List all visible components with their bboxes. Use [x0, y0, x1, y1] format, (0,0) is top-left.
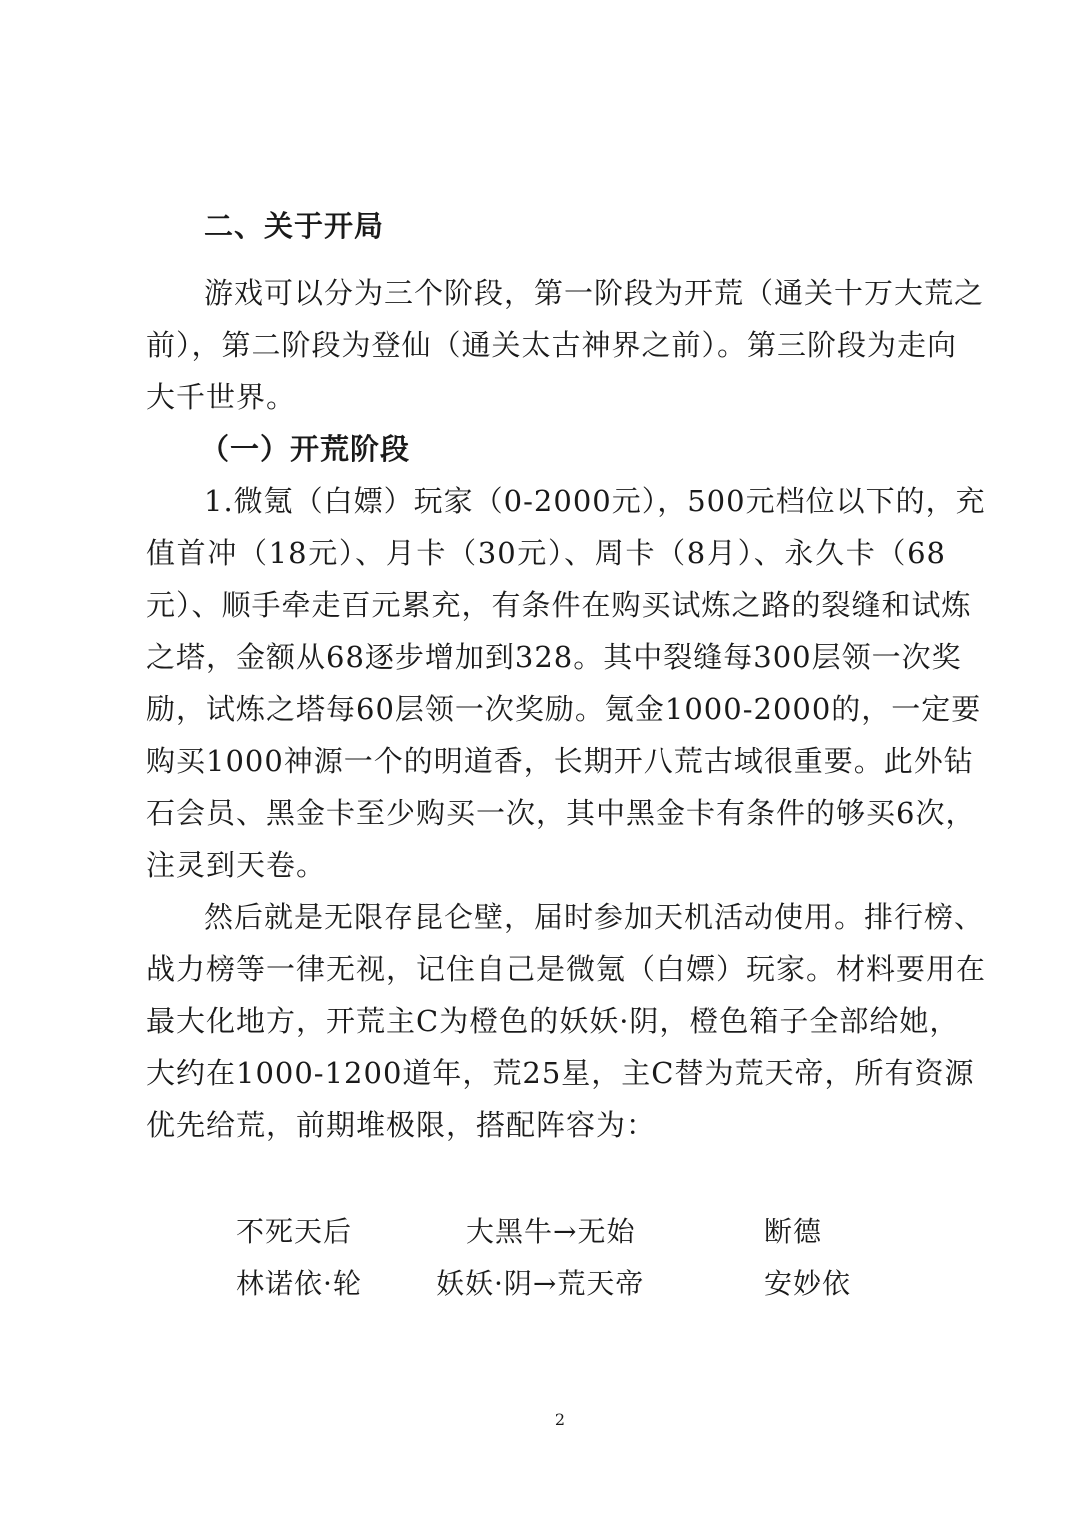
paragraph-line: 购买1000神源一个的明道香，长期开八荒古域很重要。此外钻 — [146, 744, 974, 778]
paragraph-line: 注灵到天卷。 — [146, 848, 327, 882]
paragraph-line: 战力榜等一律无视，记住自己是微氪（白嫖）玩家。材料要用在 — [146, 952, 987, 986]
section-heading: 二、关于开局 — [204, 209, 385, 243]
paragraph-line: 最大化地方，开荒主C为橙色的妖妖·阴，橙色箱子全部给她， — [146, 1004, 960, 1038]
paragraph-line: 值首冲（18元）、月卡（30元）、周卡（8月）、永久卡（68 — [146, 536, 946, 570]
paragraph-line: 然后就是无限存昆仑壁，届时参加天机活动使用。排行榜、 — [204, 900, 985, 934]
lineup-hero: 大黑牛→无始 — [466, 1215, 636, 1248]
paragraph-line: 1.微氪（白嫖）玩家（0-2000元），500元档位以下的，充 — [204, 484, 986, 518]
paragraph-line: 之塔，金额从68逐步增加到328。其中裂缝每300层领一次奖 — [146, 640, 962, 674]
intro-line: 大千世界。 — [146, 380, 297, 414]
lineup-hero: 不死天后 — [236, 1215, 353, 1248]
lineup-hero: 断德 — [764, 1215, 823, 1248]
paragraph-line: 大约在1000-1200道年，荒25星，主C替为荒天帝，所有资源 — [146, 1056, 975, 1090]
lineup-hero: 林诺依·轮 — [236, 1267, 362, 1300]
paragraph-line: 石会员、黑金卡至少购买一次，其中黑金卡有条件的够买6次， — [146, 796, 976, 830]
page-number: 2 — [554, 1410, 566, 1429]
subsection-heading: （一）开荒阶段 — [200, 432, 411, 466]
paragraph-line: 励，试炼之塔每60层领一次奖励。氪金1000-2000的，一定要 — [146, 692, 982, 726]
paragraph-line: 优先给荒，前期堆极限，搭配阵容为： — [146, 1108, 657, 1142]
paragraph-line: 元）、顺手牵走百元累充，有条件在购买试炼之路的裂缝和试炼 — [146, 588, 972, 622]
intro-line: 游戏可以分为三个阶段，第一阶段为开荒（通关十万大荒之 — [204, 276, 985, 310]
lineup-hero: 妖妖·阴→荒天帝 — [436, 1267, 645, 1300]
intro-line: 前），第二阶段为登仙（通关太古神界之前）。第三阶段为走向 — [146, 328, 958, 362]
lineup-hero: 安妙依 — [764, 1267, 852, 1300]
